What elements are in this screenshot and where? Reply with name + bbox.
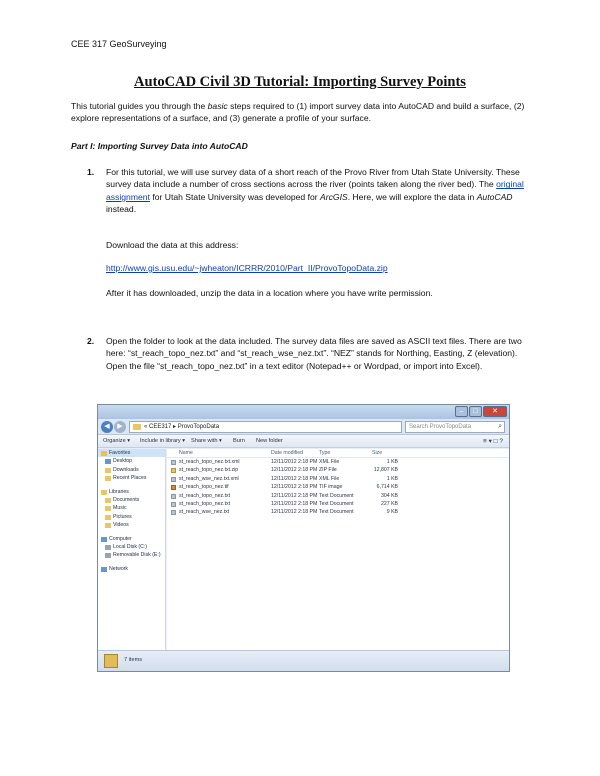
nav-item-label: Pictures	[113, 513, 132, 520]
status-item-count: 7 items	[124, 657, 143, 663]
file-row[interactable]	[167, 500, 509, 508]
star-icon	[101, 451, 107, 456]
nav-item-label: Removable Disk (E:)	[113, 552, 161, 559]
nav-item[interactable]	[98, 496, 165, 504]
file-date: 12/11/2012 2:18 PM	[271, 459, 318, 465]
step-one-number: 1.	[87, 167, 95, 177]
nav-item[interactable]	[98, 551, 165, 559]
file-type: ZIP File	[319, 467, 337, 474]
recent-places-icon	[105, 476, 111, 481]
column-type[interactable]: Type	[319, 450, 331, 456]
document-file-icon	[171, 460, 176, 465]
file-row[interactable]	[167, 508, 509, 516]
computer-icon	[101, 537, 107, 542]
download-label: Download the data at this address:	[106, 240, 239, 250]
file-type: Text Document	[319, 500, 354, 507]
nav-item[interactable]	[98, 521, 165, 529]
file-name: st_reach_topo_nez.txt	[179, 492, 231, 499]
disk-icon	[105, 545, 111, 550]
nav-item-label: Computer	[109, 535, 132, 542]
file-type: XML File	[319, 475, 340, 482]
file-size: 6,714 KB	[376, 484, 398, 491]
running-header: CEE 317 GeoSurveying	[71, 39, 167, 49]
nav-item[interactable]	[98, 449, 165, 457]
document-file-icon	[171, 502, 176, 507]
nav-item-label: Network	[109, 565, 129, 572]
maximize-icon[interactable]: □	[469, 406, 482, 417]
search-input[interactable]: Search ProvoTopoData ⌕	[405, 421, 505, 433]
nav-item-label: Recent Places	[113, 475, 147, 482]
folder-large-icon	[104, 654, 118, 668]
nav-item-label: Favorites	[109, 450, 131, 456]
nav-item[interactable]	[98, 457, 165, 465]
organize-button[interactable]: Organize ▾	[103, 438, 131, 444]
explorer-toolbar	[98, 435, 509, 448]
close-icon[interactable]: ✕	[483, 406, 507, 417]
removable-disk-icon	[105, 553, 111, 558]
nav-item-label: Documents	[113, 497, 140, 504]
document-title: AutoCAD Civil 3D Tutorial: Importing Survey Points	[134, 74, 466, 90]
explorer-window-screenshot	[97, 404, 510, 672]
videos-icon	[105, 523, 111, 528]
unzip-instruction: After it has downloaded, unzip the data in a location where you have write permission.	[106, 288, 433, 298]
nav-item[interactable]	[98, 513, 165, 521]
part-one-heading: Part I: Importing Survey Data into AutoCAD	[71, 141, 248, 151]
file-date: 12/11/2012 2:18 PM	[271, 475, 318, 482]
nav-item-label: Videos	[113, 522, 129, 529]
file-size: 1 KB	[386, 459, 398, 465]
file-row[interactable]	[167, 475, 509, 483]
explorer-titlebar	[98, 405, 509, 419]
view-options-icons[interactable]: ≡ ▾ □ ?	[482, 438, 503, 445]
nav-item[interactable]	[98, 535, 165, 543]
file-name: st_reach_topo_nez.txt	[179, 500, 231, 507]
file-row[interactable]	[167, 483, 509, 491]
nav-item[interactable]	[98, 565, 165, 573]
file-date: 12/11/2012 2:18 PM	[271, 484, 318, 491]
step-one-paragraph: For this tutorial, we will use survey data of a short reach of the Provo River from Utah State University. These survey data include a number of cross sections across the river (points taken along the river bed). The original assignment for Utah State University was developed for ArcGIS. Here, we will explore the data in AutoCAD instead.	[106, 167, 524, 215]
file-row[interactable]	[167, 492, 509, 500]
file-row[interactable]	[167, 466, 509, 474]
back-arrow-icon[interactable]: ◀	[101, 421, 113, 433]
column-size[interactable]: Size	[372, 450, 383, 456]
nav-item-label: Local Disk (C:)	[113, 544, 148, 551]
folder-icon	[133, 424, 141, 430]
file-type: Text Document	[319, 492, 354, 499]
intro-paragraph: This tutorial guides you through the basic steps required to (1) import survey data into AutoCAD and build a surface, (2) explore representations of a surface, and (3) generate a profile of your surface.	[71, 101, 525, 124]
nav-item-label: Desktop	[113, 458, 133, 465]
nav-item[interactable]	[98, 543, 165, 551]
file-name: st_reach_topo_nez.tif	[179, 484, 229, 491]
file-type: XML File	[319, 459, 340, 465]
file-list-header	[167, 449, 509, 458]
file-name: st_reach_wse_nez.txt	[179, 509, 230, 516]
file-date: 12/11/2012 2:18 PM	[271, 467, 318, 474]
file-size: 12,807 KB	[373, 467, 398, 474]
pictures-icon	[105, 515, 111, 520]
file-name: st_reach_wse_nez.txt.xml	[179, 475, 239, 482]
nav-item[interactable]	[98, 504, 165, 512]
downloads-icon	[105, 468, 111, 473]
nav-item[interactable]	[98, 488, 165, 496]
file-name: st_reach_topo_nez.txt.xml	[179, 459, 240, 465]
nav-item-label: Music	[113, 505, 127, 512]
zip-file-icon	[171, 468, 176, 473]
new-folder-button[interactable]: New folder	[256, 438, 283, 444]
step-two-number: 2.	[87, 336, 95, 346]
file-size: 9 KB	[386, 509, 398, 516]
document-file-icon	[171, 477, 176, 482]
arcgis-emphasis: ArcGIS	[320, 191, 348, 202]
search-icon: ⌕	[498, 423, 502, 430]
include-in-library-button[interactable]: Include in library ▾	[140, 438, 186, 444]
file-list	[167, 449, 509, 650]
file-row[interactable]	[167, 458, 509, 466]
network-icon	[101, 567, 107, 572]
image-file-icon	[171, 485, 176, 490]
address-field[interactable]: « CEE317 ▸ ProvoTopoData	[129, 421, 402, 433]
file-date: 12/11/2012 2:18 PM	[271, 509, 318, 516]
burn-button[interactable]: Burn	[233, 438, 245, 444]
nav-item[interactable]	[98, 466, 165, 474]
file-size: 304 KB	[380, 492, 398, 499]
column-name[interactable]: Name	[179, 450, 193, 456]
download-url-link[interactable]: http://www.gis.usu.edu/~jwheaton/ICRRR/2010/Part_II/ProvoTopoData.zip	[106, 263, 388, 273]
file-size: 227 KB	[380, 500, 398, 507]
status-bar	[98, 650, 509, 671]
music-icon	[105, 506, 111, 511]
file-type: Text Document	[319, 509, 354, 516]
step-two-paragraph: Open the folder to look at the data included. The survey data files are saved as ASCII text files. There are two here: “st_reach_topo_nez.txt” and “st_reach_wse_nez.txt”. “NEZ” stands for Northing, Easting, Z (elevation). Open the file “st_reach_topo_nez.txt” in a text editor (Notepad++ or Wordpad, or import into Excel).	[106, 336, 522, 371]
emphasis-basic: basic	[207, 101, 228, 111]
share-with-button[interactable]: Share with ▾	[191, 438, 222, 444]
document-file-icon	[171, 510, 176, 515]
desktop-icon	[105, 459, 111, 464]
original-assignment-link[interactable]: original assignment	[106, 179, 524, 202]
autocad-emphasis: AutoCAD	[476, 191, 513, 202]
file-type: TIF image	[319, 484, 343, 491]
forward-arrow-icon[interactable]: ▶	[114, 421, 126, 433]
documents-icon	[105, 498, 111, 503]
nav-item[interactable]	[98, 474, 165, 482]
file-date: 12/11/2012 2:18 PM	[271, 500, 318, 507]
document-file-icon	[171, 494, 176, 499]
file-date: 12/11/2012 2:18 PM	[271, 492, 318, 499]
minimize-icon[interactable]: –	[455, 406, 468, 417]
nav-item-label: Downloads	[113, 466, 139, 473]
navigation-pane	[98, 449, 166, 650]
address-bar-row	[98, 419, 509, 435]
file-size: 1 KB	[386, 475, 398, 482]
nav-item-label: Libraries	[109, 488, 129, 495]
file-name: st_reach_topo_nez.txt.zip	[179, 467, 239, 474]
libraries-icon	[101, 490, 107, 495]
column-date-modified[interactable]: Date modified	[271, 450, 304, 456]
